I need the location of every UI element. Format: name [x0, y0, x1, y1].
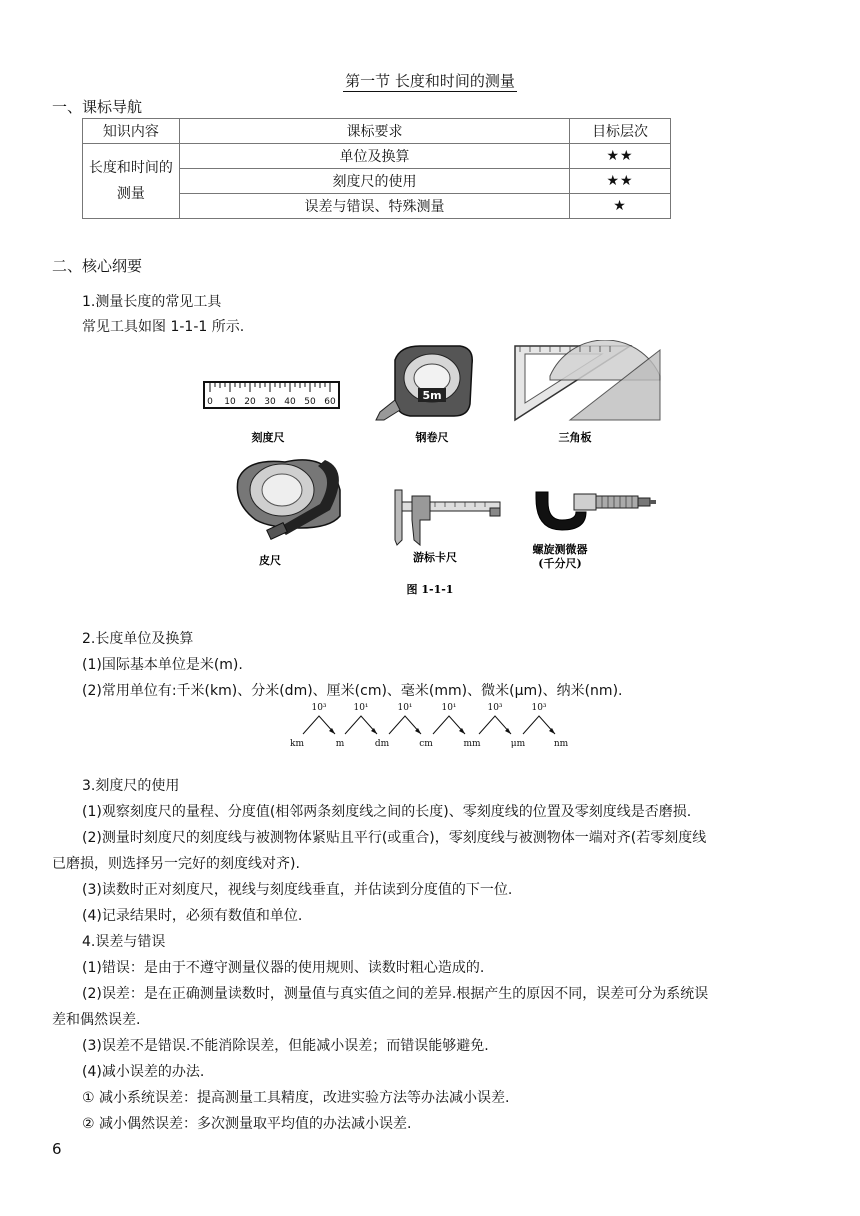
paragraph: ② 减小偶然误差：多次测量取平均值的办法减小误差.	[82, 1116, 412, 1132]
topic-cell	[83, 144, 180, 219]
topic-line: 测量	[116, 186, 145, 202]
leather-tape-label: 皮尺	[259, 554, 281, 567]
section-heading-core: 二、核心纲要	[52, 257, 143, 275]
paragraph-continued: 差和偶然误差.	[52, 1012, 141, 1028]
ruler-tick-label: 40	[284, 397, 296, 407]
paragraph: (4)记录结果时，必须有数值和单位.	[82, 908, 303, 924]
factor-label: 10¹	[441, 703, 457, 713]
unit-label: dm	[374, 739, 390, 749]
requirement-cell: 误差与错误、特殊测量	[179, 194, 569, 219]
triangle-image	[515, 340, 660, 420]
paragraph: (2)测量时刻度尺的刻度线与被测物体紧贴且平行(或重合)，零刻度线与被测物体一端对齐(若零刻度线	[82, 830, 707, 846]
ruler-tick-label: 0	[207, 397, 213, 407]
factor-label: 10¹	[397, 703, 413, 713]
paragraph: (1)观察刻度尺的量程、分度值(相邻两条刻度线之间的长度)、零刻度线的位置及零刻度线是否磨损.	[82, 804, 692, 820]
leather-tape-image	[237, 460, 340, 539]
ruler-image	[204, 382, 339, 408]
caliper-label: 游标卡尺	[413, 551, 457, 564]
level-cell: ★★	[570, 169, 671, 194]
ruler-label: 刻度尺	[251, 431, 285, 444]
unit-label: cm	[419, 739, 433, 749]
ruler-tick-label: 10	[224, 397, 236, 407]
topic-line: 长度和时间的	[88, 160, 173, 176]
paragraph: (3)读数时正对刻度尺，视线与刻度线垂直，并估读到分度值的下一位.	[82, 882, 513, 898]
unit-label: m	[335, 739, 345, 749]
table-header-cell: 目标层次	[570, 119, 671, 144]
paragraph-heading: 2.长度单位及换算	[82, 631, 194, 647]
paragraph-continued: 已磨损，则选择另一完好的刻度线对齐).	[52, 856, 300, 872]
caliper-image	[395, 490, 500, 545]
factor-label: 10¹	[353, 703, 369, 713]
ruler-tick-label: 30	[264, 397, 276, 407]
unit-label: mm	[463, 739, 481, 749]
micrometer-image	[536, 492, 656, 530]
requirement-cell: 单位及换算	[179, 144, 569, 169]
paragraph: (1)国际基本单位是米(m).	[82, 657, 243, 673]
factor-label: 10³	[487, 703, 503, 713]
paragraph: (2)常用单位有:千米(km)、分米(dm)、厘米(cm)、毫米(mm)、微米(μm)、纳米(nm).	[82, 683, 623, 699]
paragraph: 常见工具如图 1-1-1 所示.	[82, 319, 245, 335]
level-cell: ★★	[570, 144, 671, 169]
triangle-label: 三角板	[558, 431, 592, 444]
page-title: 第一节 长度和时间的测量	[345, 72, 515, 90]
unit-label: μm	[510, 739, 526, 749]
paragraph-heading: 1.测量长度的常见工具	[82, 294, 222, 310]
tools-illustration	[190, 340, 670, 600]
unit-conversion-diagram	[285, 700, 575, 752]
paragraph: ① 减小系统误差：提高测量工具精度，改进实验方法等办法减小误差.	[82, 1090, 510, 1106]
unit-label: km	[290, 739, 304, 749]
tools-figure	[190, 340, 670, 600]
page-number: 6	[52, 1140, 62, 1158]
unit-label: nm	[553, 739, 569, 749]
ruler-tick-label: 60	[324, 397, 336, 407]
standards-table	[82, 118, 671, 219]
paragraph: (1)错误：是由于不遵守测量仪器的使用规则、读数时粗心造成的.	[82, 960, 485, 976]
table-row	[83, 144, 671, 169]
paragraph: (2)误差：是在正确测量读数时，测量值与真实值之间的差异.根据产生的原因不同，误差可分为系统误	[82, 986, 709, 1002]
steel-tape-image	[376, 346, 472, 420]
factor-label: 10³	[311, 703, 327, 713]
paragraph: (3)误差不是错误.不能消除误差，但能减小误差；而错误能够避免.	[82, 1038, 489, 1054]
paragraph-heading: 3.刻度尺的使用	[82, 778, 180, 794]
steel-tape-label: 钢卷尺	[415, 431, 449, 444]
paragraph: (4)减小误差的办法.	[82, 1064, 205, 1080]
table-header-cell: 课标要求	[179, 119, 569, 144]
ruler-tick-label: 50	[304, 397, 316, 407]
figure-caption: 图 1-1-1	[406, 583, 454, 596]
micrometer-label: 螺旋测微器	[532, 543, 588, 556]
factor-label: 10³	[531, 703, 547, 713]
micrometer-label-sub: (千分尺)	[538, 557, 582, 570]
tape-size-mark: 5m	[422, 389, 442, 402]
requirement-cell: 刻度尺的使用	[179, 169, 569, 194]
section-heading-standards: 一、课标导航	[52, 98, 143, 116]
level-cell: ★	[570, 194, 671, 219]
paragraph-heading: 4.误差与错误	[82, 934, 166, 950]
ruler-tick-label: 20	[244, 397, 256, 407]
table-header-cell: 知识内容	[83, 119, 180, 144]
table-header-row	[83, 119, 671, 144]
